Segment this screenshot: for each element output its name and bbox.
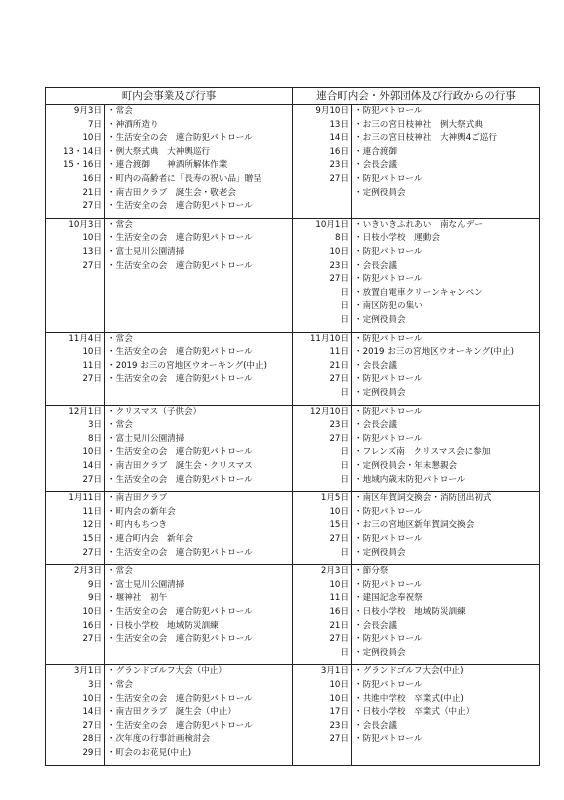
left-event-date: 3月1日 (73, 666, 102, 677)
left-event-text: ・ 生活安全の会 連合防犯パトロール (105, 547, 292, 561)
right-event-text: ・ グランドゴルフ大会(中止) (352, 665, 539, 679)
left-event-date: 16日 (82, 173, 102, 184)
left-event-text: ・ 次年度の行事計画検討会 (105, 733, 292, 747)
right-event-text: ・ 建国記念奉祝祭 (352, 592, 539, 606)
left-event-date: 21日 (82, 187, 102, 198)
right-event-text: ・ 定例役員会 (352, 387, 539, 401)
left-event-text: ・ 生活安全の会 連合防犯パトロール (105, 693, 292, 707)
month-block-jan (46, 492, 540, 565)
left-event-text: ・ 連合町内会 新年会 (105, 533, 292, 547)
right-event-cell (352, 218, 540, 332)
right-date-cell (293, 105, 352, 219)
month-block-oct (46, 218, 540, 332)
right-event-text: ・ 防犯パトロール (352, 105, 539, 119)
right-event-cell (352, 332, 540, 405)
right-event-date: 8日 (334, 233, 349, 244)
right-date-cell (293, 492, 352, 565)
right-event-date: 11日 (329, 347, 349, 358)
right-event-date: 13日 (329, 119, 349, 130)
left-event-text: ・ 神酒所造り (105, 119, 292, 133)
right-event-date: 11日 (329, 593, 349, 604)
right-event-text: ・ 防犯パトロール (352, 733, 539, 747)
month-block-mar (46, 665, 540, 765)
right-event-cell (352, 665, 540, 765)
left-event-date: 3日 (87, 679, 102, 690)
left-date-cell (46, 105, 105, 219)
right-event-cell (352, 105, 540, 219)
left-event-date: 7日 (87, 119, 102, 130)
right-event-text: ・ 南区防犯の集い (352, 300, 539, 314)
months-body (46, 105, 540, 766)
right-event-text: ・ 会長会議 (352, 159, 539, 173)
left-event-date: 10日 (82, 233, 102, 244)
header-right: 連合町内会・外郭団体及び行政からの行事 (293, 88, 540, 105)
left-date-cell (46, 492, 105, 565)
left-event-date: 10日 (82, 447, 102, 458)
right-event-text: ・ 連合渡御 (352, 146, 539, 160)
left-event-date: 11月4日 (68, 333, 102, 344)
right-event-date: 10日 (329, 693, 349, 704)
left-event-text: ・ 生活安全の会 連合防犯パトロール (105, 346, 292, 360)
right-event-text: ・ 防犯パトロール (352, 373, 539, 387)
right-event-date: 21日 (329, 360, 349, 371)
left-event-text: ・ 生活安全の会 連合防犯パトロール (105, 132, 292, 146)
left-event-cell (105, 492, 293, 565)
left-event-date: 10月3日 (68, 219, 102, 230)
right-event-date: 2月3日 (320, 566, 349, 577)
right-event-date: 15日 (329, 520, 349, 531)
right-event-date: 3月1日 (320, 666, 349, 677)
left-event-date: 27日 (82, 547, 102, 558)
left-event-text: ・ 常会 (105, 679, 292, 693)
right-event-text: ・ いきいきふれあい 南なんデー (352, 219, 539, 233)
left-event-date: 10日 (82, 133, 102, 144)
right-event-text: ・ フレンズ南 クリスマス会に参加 (352, 446, 539, 460)
right-event-date: 27日 (329, 734, 349, 745)
month-block-feb (46, 565, 540, 665)
left-event-date: 13・14日 (62, 146, 102, 157)
left-event-text: ・ 常会 (105, 419, 292, 433)
left-event-text: ・ 常会 (105, 219, 292, 233)
right-event-date: 12月10日 (309, 406, 349, 417)
header-left: 町内会事業及び行事 (46, 88, 293, 105)
left-event-text: ・ 生活安全の会 連合防犯パトロール (105, 200, 292, 214)
schedule-table (45, 87, 540, 766)
right-event-text: ・ 防犯パトロール (352, 406, 539, 420)
right-event-text: ・ 防犯パトロール (352, 246, 539, 260)
right-event-text: ・ 防犯パトロール (352, 533, 539, 547)
left-event-date: 14日 (82, 460, 102, 471)
right-event-text: ・ 節分祭 (352, 565, 539, 579)
right-event-date: 日 (340, 447, 349, 458)
left-event-text: ・ 南吉田クラブ 誕生会・クリスマス (105, 460, 292, 474)
left-event-text: ・ 常会 (105, 105, 292, 119)
right-event-date: 日 (340, 387, 349, 398)
right-event-date: 23日 (329, 420, 349, 431)
right-event-text: ・ 共進中学校 卒業式(中止) (352, 693, 539, 707)
left-event-cell (105, 332, 293, 405)
left-event-date: 27日 (82, 634, 102, 645)
left-event-date: 9日 (87, 579, 102, 590)
left-event-text: ・ 南吉田クラブ (105, 492, 292, 506)
left-event-text: ・ 例大祭式典 大神輿巡行 (105, 146, 292, 160)
left-event-date: 29日 (82, 747, 102, 758)
left-event-date: 15・16日 (62, 160, 102, 171)
left-event-date: 27日 (82, 720, 102, 731)
left-event-date: 10日 (82, 606, 102, 617)
right-event-date: 日 (340, 460, 349, 471)
left-event-date: 27日 (82, 201, 102, 212)
right-event-text: ・ 防犯パトロール (352, 679, 539, 693)
left-event-text: ・ 町内会の新年会 (105, 506, 292, 520)
right-date-cell (293, 565, 352, 665)
right-event-text: ・ 定例役員会・年末懇親会 (352, 460, 539, 474)
left-event-date: 10日 (82, 347, 102, 358)
right-event-date: 日 (340, 647, 349, 658)
left-event-date: 2月3日 (73, 566, 102, 577)
right-date-cell (293, 665, 352, 765)
right-event-date: 27日 (329, 433, 349, 444)
right-event-text: ・ 定例役員会 (352, 314, 539, 328)
right-event-date: 14日 (329, 133, 349, 144)
month-block-sep (46, 105, 540, 219)
right-event-text: ・ 定例役員会 (352, 647, 539, 661)
left-date-cell (46, 565, 105, 665)
right-event-text: ・ 防犯パトロール (352, 333, 539, 347)
left-event-text: ・ 南吉田クラブ 誕生会・敬老会 (105, 187, 292, 201)
right-event-date: 日 (340, 287, 349, 298)
left-event-text: ・ 生活安全の会 連合防犯パトロール (105, 446, 292, 460)
right-event-date: 9月10日 (315, 106, 349, 116)
left-event-text: ・ 生活安全の会 連合防犯パトロール (105, 633, 292, 647)
left-event-date: 11日 (82, 506, 102, 517)
left-event-text: ・ 生活安全の会 連合防犯パトロール (105, 474, 292, 488)
right-event-date: 21日 (329, 620, 349, 631)
right-event-text: ・ 日枝小学校 運動会 (352, 232, 539, 246)
left-event-date: 12月1日 (68, 406, 102, 417)
right-event-text: ・ 防犯パトロール (352, 506, 539, 520)
right-event-text: ・ 定例役員会 (352, 547, 539, 561)
left-event-cell (105, 565, 293, 665)
right-event-cell (352, 565, 540, 665)
left-event-date: 10日 (82, 693, 102, 704)
left-event-text: ・ 町内の高齢者に「長寿の祝い品」贈呈 (105, 173, 292, 187)
right-event-text: ・ 日枝小学校 卒業式（中止） (352, 706, 539, 720)
left-event-date: 15日 (82, 533, 102, 544)
right-event-date: 27日 (329, 374, 349, 385)
right-event-text: ・ 2019 お三の宮地区ウオーキング(中止) (352, 346, 539, 360)
left-event-text: ・ 堰神社 初午 (105, 592, 292, 606)
right-event-text: ・ 会長会議 (352, 720, 539, 734)
left-event-text: ・ 生活安全の会 連合防犯パトロール (105, 232, 292, 246)
month-block-nov (46, 332, 540, 405)
right-event-date: 1月5日 (320, 493, 349, 504)
right-event-date: 16日 (329, 606, 349, 617)
right-event-date: 23日 (329, 720, 349, 731)
left-date-cell (46, 218, 105, 332)
right-event-cell (352, 492, 540, 565)
left-event-date: 16日 (82, 620, 102, 631)
left-event-date: 27日 (82, 374, 102, 385)
left-event-date: 14日 (82, 707, 102, 718)
left-event-text: ・ 常会 (105, 333, 292, 347)
right-event-text: ・ 南区年賀詞交換会・消防団出初式 (352, 492, 539, 506)
right-event-date: 17日 (329, 707, 349, 718)
left-event-text: ・ 生活安全の会 連合防犯パトロール (105, 373, 292, 387)
right-date-cell (293, 405, 352, 492)
left-event-date: 8日 (87, 433, 102, 444)
right-event-text: ・ 定例役員会 (352, 187, 539, 201)
right-date-cell (293, 218, 352, 332)
left-date-cell (46, 665, 105, 765)
right-event-cell (352, 405, 540, 492)
left-event-text: ・ 生活安全の会 連合防犯パトロール (105, 720, 292, 734)
right-event-date: 27日 (329, 173, 349, 184)
right-event-text: ・ 会長会議 (352, 419, 539, 433)
left-event-text: ・ 町会のお花見(中止) (105, 747, 292, 761)
header-row (46, 88, 540, 105)
right-event-date: 10日 (329, 679, 349, 690)
left-event-text: ・ 2019 お三の宮地区ウオーキング(中止) (105, 360, 292, 374)
right-event-date: 日 (340, 474, 349, 485)
left-event-text: ・ 日枝小学校 地域防災訓練 (105, 620, 292, 634)
right-event-text: ・ お三の宮日枝神社 例大祭式典 (352, 119, 539, 133)
left-event-text: ・ 常会 (105, 565, 292, 579)
right-event-text: ・ 地域内歳末防犯パトロール (352, 474, 539, 488)
left-event-date: 13日 (82, 246, 102, 257)
left-event-text: ・ 南吉田クラブ 誕生会（中止） (105, 706, 292, 720)
right-event-date: 27日 (329, 634, 349, 645)
left-event-date: 12日 (82, 520, 102, 531)
month-block-dec (46, 405, 540, 492)
left-event-text: ・ 生活安全の会 連合防犯パトロール (105, 260, 292, 274)
right-date-cell (293, 332, 352, 405)
right-event-text: ・ 防犯パトロール (352, 433, 539, 447)
right-event-text: ・ 防犯パトロール (352, 173, 539, 187)
right-event-date: 11月10日 (309, 333, 349, 344)
left-event-cell (105, 105, 293, 219)
right-event-date: 27日 (329, 274, 349, 285)
left-date-cell (46, 332, 105, 405)
right-event-text: ・ 会長会議 (352, 260, 539, 274)
left-event-text: ・ 連合渡御 神酒所解体作業 (105, 159, 292, 173)
right-event-date: 10日 (329, 506, 349, 517)
right-event-text: ・ 会長会議 (352, 620, 539, 634)
left-event-date: 11日 (82, 360, 102, 371)
right-event-text: ・ お三の宮地区新年賀詞交換会 (352, 519, 539, 533)
left-event-date: 27日 (82, 474, 102, 485)
right-event-date: 日 (340, 314, 349, 325)
right-event-date: 日 (340, 301, 349, 312)
right-event-text: ・ 放置自電車クリーンキャンペン (352, 287, 539, 301)
right-event-date: 10日 (329, 579, 349, 590)
left-event-text: ・ 富士見川公園清掃 (105, 246, 292, 260)
left-event-text: ・ 富士見川公園清掃 (105, 433, 292, 447)
left-event-cell (105, 405, 293, 492)
right-event-date (293, 187, 351, 201)
left-event-date: 9月3日 (73, 106, 102, 116)
left-event-text: ・ クリスマス（子供会） (105, 406, 292, 420)
left-event-text: ・ グランドゴルフ大会（中止） (105, 665, 292, 679)
right-event-text: ・ 防犯パトロール (352, 579, 539, 593)
right-event-date: 16日 (329, 146, 349, 157)
left-event-date: 3日 (87, 420, 102, 431)
right-event-date: 10月1日 (315, 219, 349, 230)
left-event-date: 1月11日 (68, 493, 102, 504)
left-event-date: 27日 (82, 260, 102, 271)
right-event-date: 23日 (329, 260, 349, 271)
right-event-text: ・ 日枝小学校 地域防災訓練 (352, 606, 539, 620)
left-event-date: 9日 (87, 593, 102, 604)
right-event-text: ・ お三の宮日枝神社 大神輿4ご巡行 (352, 132, 539, 146)
left-event-date: 28日 (82, 734, 102, 745)
schedule-sheet (45, 87, 539, 766)
right-event-date: 23日 (329, 160, 349, 171)
right-event-text: ・ 防犯パトロール (352, 273, 539, 287)
left-event-cell (105, 218, 293, 332)
right-event-date: 27日 (329, 533, 349, 544)
left-event-cell (105, 665, 293, 765)
left-date-cell (46, 405, 105, 492)
right-event-date: 10日 (329, 246, 349, 257)
left-event-text: ・ 富士見川公園清掃 (105, 579, 292, 593)
right-event-date: 日 (340, 547, 349, 558)
left-event-text: ・ 生活安全の会 連合防犯パトロール (105, 606, 292, 620)
left-event-text: ・ 町内もちつき (105, 519, 292, 533)
right-event-text: ・ 防犯パトロール (352, 633, 539, 647)
right-event-text: ・ 会長会議 (352, 360, 539, 374)
